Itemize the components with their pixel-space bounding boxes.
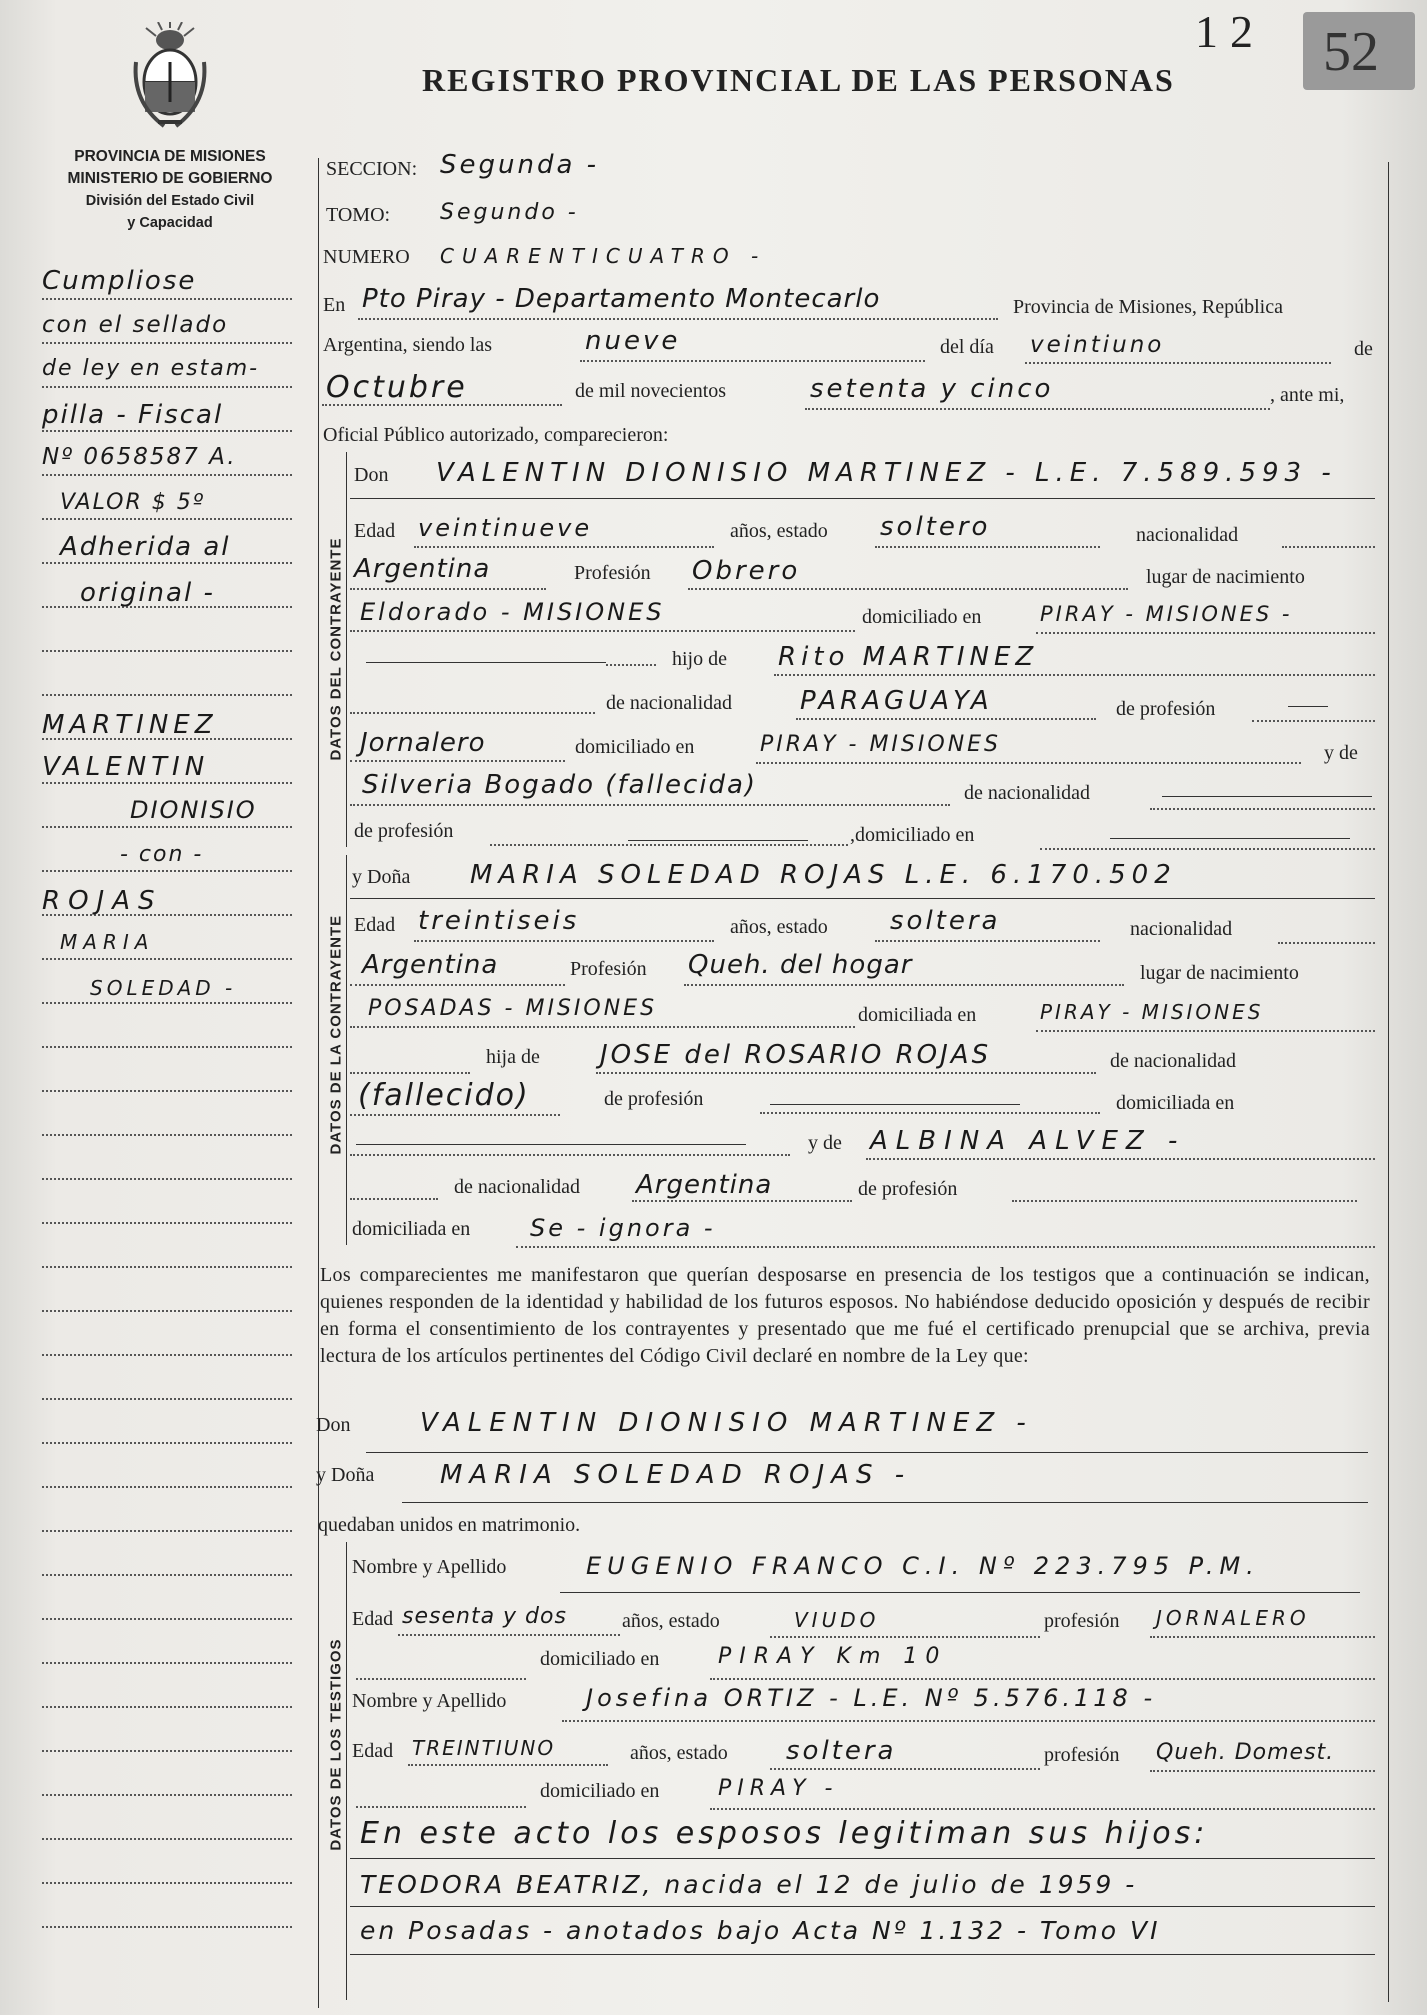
estado-value: soltera — [890, 906, 1001, 936]
estado-line — [875, 546, 1100, 548]
t1-nombre-line — [560, 1592, 1360, 1593]
madre-line — [866, 1158, 1375, 1160]
margin-rule — [42, 1134, 292, 1136]
padre-dom-value: PIRAY - MISIONES — [760, 732, 1002, 757]
contrayente-name: MARIA SOLEDAD ROJAS L.E. 6.170.502 — [470, 860, 1177, 890]
nacimiento-value: Eldorado - MISIONES — [360, 598, 665, 626]
blank-line — [350, 712, 595, 714]
profesion-label: Profesión — [574, 562, 651, 584]
t1-edad-label: Edad — [352, 1608, 394, 1630]
contrayente-section-border — [346, 452, 347, 847]
contrayente-name: VALENTIN DIONISIO MARTINEZ - L.E. 7.589.593 - — [436, 458, 1337, 488]
margin-rule — [42, 430, 292, 432]
blank-line — [366, 662, 606, 663]
t2-edad-label: Edad — [352, 1740, 394, 1762]
coat-of-arms-seal — [128, 22, 212, 132]
margin-rule — [42, 782, 292, 784]
form-left-border — [318, 158, 319, 2008]
margin-name-line: ROJAS — [42, 886, 163, 916]
en-label: En — [323, 294, 346, 316]
margin-name-line: DIONISIO — [130, 796, 257, 824]
anio-line — [805, 408, 1270, 410]
blank-line — [350, 1072, 470, 1074]
nacimiento-line — [350, 630, 855, 632]
padre-nac-line — [796, 718, 1096, 720]
margin-rule — [42, 1662, 292, 1664]
padre-estado-line — [350, 1114, 560, 1116]
t1-nombre-value: EUGENIO FRANCO C.I. Nº 223.795 P.M. — [586, 1552, 1260, 1580]
lugar-nac-text: lugar de nacimiento — [1146, 566, 1305, 588]
t1-edad-line — [398, 1634, 620, 1636]
t1-domicilio-line — [710, 1678, 1375, 1680]
margin-name-line: MARIA — [60, 930, 155, 954]
margin-rule — [42, 1046, 292, 1048]
margin-rule — [42, 958, 292, 960]
margin-rule — [42, 1222, 292, 1224]
contrayente-name-line — [350, 898, 1375, 899]
t1-nombre-label: Nombre y Apellido — [352, 1556, 507, 1578]
t2-edad-line — [408, 1764, 608, 1766]
margin-rule — [42, 386, 292, 388]
decl-dona-value: MARIA SOLEDAD ROJAS - — [440, 1460, 912, 1490]
testigos-note-line: En este acto los esposos legitiman sus hijos: — [360, 1816, 1209, 1851]
decl-dona-label: y Doña — [316, 1464, 375, 1486]
blank-line — [1150, 808, 1375, 810]
edad-label: Edad — [354, 520, 396, 542]
domicilio-text: domiciliado en — [862, 606, 982, 628]
margin-note-line: Cumpliose — [42, 266, 197, 296]
blank-line — [1040, 848, 1375, 850]
blank-line — [770, 1104, 1020, 1105]
madre-prof-text: de profesión — [858, 1178, 958, 1200]
domicilio-line — [1036, 1030, 1375, 1032]
contrayente-side-label: DATOS DE LA CONTRAYENTE — [327, 914, 345, 1155]
t2-estado-text: años, estado — [630, 1742, 728, 1764]
margin-rule — [42, 298, 292, 300]
madre-dom-text: domiciliada en — [352, 1218, 471, 1240]
blank-line — [1012, 1200, 1357, 1202]
seccion-label: SECCION: — [326, 158, 418, 180]
contrayente-section-border — [346, 855, 347, 1245]
testigos-section-border — [346, 1542, 347, 2000]
page-number-stamp — [1303, 12, 1415, 90]
margin-rule — [42, 1750, 292, 1752]
t2-profesion-line — [1150, 1770, 1375, 1772]
margin-note-line: Adherida al — [60, 532, 231, 562]
blank-line — [350, 1154, 790, 1156]
margin-rule — [42, 1266, 292, 1268]
madre-dom-value: Se - ignora - — [530, 1214, 716, 1242]
note-line — [350, 1906, 1375, 1907]
lugar-value: Pto Piray - Departamento Montecarlo — [362, 284, 881, 314]
tomo-value: Segundo - — [440, 200, 579, 225]
testigos-note-line: en Posadas - anotados bajo Acta Nº 1.132 - Tomo VI — [360, 1916, 1161, 1945]
madre-dom-line — [516, 1246, 1375, 1248]
hijo-text: hijo de — [672, 648, 727, 670]
t1-estado-value: VIUDO — [794, 1608, 880, 1632]
del-dia-text: del día — [940, 336, 994, 358]
blank-line — [1110, 838, 1350, 839]
margin-rule — [42, 1486, 292, 1488]
domicilio-text: domiciliada en — [858, 1004, 977, 1026]
yde-text: y de — [1324, 742, 1358, 764]
blank-line — [490, 844, 848, 846]
profesion-line — [688, 588, 1128, 590]
mes-line — [322, 404, 562, 406]
office-ministry: MINISTERIO DE GOBIERNO — [67, 170, 273, 187]
madre-dom-text: ,domiciliado en — [850, 824, 975, 846]
padre-prof-line — [350, 760, 565, 762]
nacionalidad-text: nacionalidad — [1130, 918, 1233, 940]
profesion-value: Obrero — [692, 556, 801, 586]
padre-nac-text: de nacionalidad — [1110, 1050, 1237, 1072]
declaration-text: Los comparecientes me manifestaron que querían desposarse en presencia de los testigos que a continuación se indican, quienes responden de la identidad y habilidad de los futuros esposos. No habiéndose deducido oposición y después de recibir en forma el consentimiento de los contrayentes y presentado que me fué el certificado prenupcial que se archiva, previa lectura de los artículos pertinentes del Código Civil declaré en nombre de la Ley que: — [320, 1264, 1370, 1367]
hora-line — [580, 360, 925, 362]
t1-profesion-text: profesión — [1044, 1610, 1120, 1632]
domicilio-line — [1036, 632, 1375, 634]
margin-rule — [42, 826, 292, 828]
office-division: División del Estado Civil — [85, 193, 255, 209]
margin-rule — [42, 1354, 292, 1356]
madre-nac-text: de nacionalidad — [964, 782, 1091, 804]
t2-estado-line — [770, 1768, 1040, 1770]
t2-domicilio-line — [710, 1808, 1375, 1810]
t1-profesion-line — [1150, 1636, 1375, 1638]
decl-dona-line — [402, 1502, 1368, 1503]
lugar-nac-text: lugar de nacimiento — [1140, 962, 1299, 984]
padre-nac-text: de nacionalidad — [606, 692, 733, 714]
blank-line — [1162, 796, 1372, 797]
nacimiento-value: POSADAS - MISIONES — [368, 996, 658, 1021]
margin-rule — [42, 1618, 292, 1620]
margin-rule — [42, 650, 292, 652]
margin-rule — [42, 1310, 292, 1312]
argentina-text: Argentina, siendo las — [323, 334, 493, 356]
decl-don-line — [366, 1452, 1368, 1453]
blank-line — [356, 1144, 746, 1145]
padre-dom-text: domiciliada en — [1116, 1092, 1235, 1114]
padre-dom-line — [756, 762, 1301, 764]
margin-name-line: VALENTIN — [42, 752, 210, 782]
lugar-line — [358, 318, 998, 320]
profesion-line — [684, 984, 1124, 986]
nacionalidad-text: nacionalidad — [1136, 524, 1239, 546]
margin-rule — [42, 474, 292, 476]
margin-note-line: VALOR $ 5º — [60, 490, 206, 515]
nacimiento-line — [350, 1026, 855, 1028]
seccion-value: Segunda - — [440, 150, 600, 180]
t1-estado-line — [770, 1636, 1040, 1638]
note-line — [350, 1954, 1375, 1955]
margin-rule — [42, 1794, 292, 1796]
padre-value: JOSE del ROSARIO ROJAS — [600, 1040, 992, 1070]
padre-estado-value: (fallecido) — [358, 1078, 530, 1113]
madre-nac-text: de nacionalidad — [454, 1176, 581, 1198]
blank-line — [628, 840, 808, 841]
margin-note-line: con el sellado — [42, 312, 229, 338]
nacionalidad-value: Argentina — [362, 950, 499, 980]
t1-edad-value: sesenta y dos — [402, 1604, 567, 1629]
edad-value: treintiseis — [418, 906, 580, 936]
padre-prof-value: Jornalero — [360, 728, 486, 758]
numero-label: NUMERO — [323, 246, 410, 268]
margin-rule — [42, 1398, 292, 1400]
dia-line — [1025, 362, 1331, 364]
edad-label: Edad — [354, 914, 396, 936]
padre-value: Rito MARTINEZ — [778, 642, 1039, 672]
t2-nombre-line — [562, 1720, 1375, 1722]
margin-rule — [42, 1706, 292, 1708]
edad-line — [414, 940, 714, 942]
nacionalidad-line — [1282, 546, 1375, 548]
margin-rule — [42, 1882, 292, 1884]
t2-edad-value: TREINTIUNO — [412, 1736, 556, 1760]
dia-value: veintiuno — [1030, 332, 1165, 358]
don-label: Don — [354, 464, 389, 486]
padre-line — [774, 674, 1375, 676]
margin-name-line: MARTINEZ — [42, 710, 218, 740]
stamp-number: 52 — [1323, 21, 1379, 83]
domicilio-value: PIRAY - MISIONES — [1040, 1000, 1264, 1024]
edad-line — [414, 546, 714, 548]
madre-value: ALBINA ALVEZ - — [870, 1126, 1186, 1156]
mil-text: de mil novecientos — [575, 380, 727, 402]
t2-profesion-value: Queh. Domest. — [1156, 1740, 1335, 1765]
t2-profesion-text: profesión — [1044, 1744, 1120, 1766]
estado-line — [875, 940, 1100, 942]
ante-text: , ante mi, — [1270, 384, 1345, 406]
estado-value: soltero — [880, 512, 991, 542]
margin-name-line: SOLEDAD - — [90, 976, 237, 1000]
contrayente-side-label: DATOS DEL CONTRAYENTE — [327, 537, 345, 761]
t2-domicilio-value: PIRAY - — [718, 1776, 839, 1801]
office-header — [40, 146, 300, 234]
padre-nac-value: PARAGUAYA — [800, 686, 993, 716]
page-number: 12 — [1195, 6, 1265, 57]
margin-rule — [42, 562, 292, 564]
blank-line — [356, 1806, 526, 1808]
margin-rule — [42, 1090, 292, 1092]
office-capacity: y Capacidad — [127, 215, 213, 231]
blank-line — [760, 1112, 1100, 1114]
blank-line — [350, 1198, 438, 1200]
profesion-label: Profesión — [570, 958, 647, 980]
hora-value: nueve — [585, 326, 681, 356]
margin-rule — [42, 1530, 292, 1532]
madre-nac-line — [632, 1200, 852, 1202]
note-line — [350, 1858, 1375, 1859]
margin-note-line: Nº 0658587 A. — [42, 444, 237, 470]
nacionalidad-value-line — [350, 984, 565, 986]
t1-estado-text: años, estado — [622, 1610, 720, 1632]
margin-rule — [42, 1002, 292, 1004]
provincia-text: Provincia de Misiones, República — [1013, 296, 1283, 318]
form-right-border — [1388, 162, 1389, 2002]
blank-line — [1288, 706, 1328, 707]
contrayente-name-line — [350, 498, 1375, 499]
madre-prof-text: de profesión — [354, 820, 454, 842]
unidos-text: quedaban unidos en matrimonio. — [318, 1514, 581, 1536]
anio-value: setenta y cinco — [810, 374, 1054, 404]
blank-line — [356, 1678, 526, 1680]
mes-value: Octubre — [326, 370, 468, 405]
madre-line — [350, 804, 950, 806]
hija-text: hija de — [486, 1046, 540, 1068]
estado-text: años, estado — [730, 916, 828, 938]
padre-prof-text: de profesión — [604, 1088, 704, 1110]
office-province: PROVINCIA DE MISIONES — [74, 148, 266, 165]
yde-text: y de — [808, 1132, 842, 1154]
margin-note-line: de ley en estam- — [42, 356, 260, 381]
numero-value: CUARENTICUATRO - — [440, 244, 767, 268]
t2-domicilio-text: domiciliado en — [540, 1780, 660, 1802]
padre-prof-text: de profesión — [1116, 698, 1216, 720]
domicilio-value: PIRAY - MISIONES - — [1040, 602, 1293, 626]
nacionalidad-line — [1278, 942, 1375, 944]
testigos-side-label: DATOS DE LOS TESTIGOS — [327, 1638, 345, 1851]
t1-domicilio-text: domiciliado en — [540, 1648, 660, 1670]
margin-note-line: original - — [80, 578, 215, 608]
decl-don-value: VALENTIN DIONISIO MARTINEZ - — [420, 1408, 1033, 1438]
margin-rule — [42, 1178, 292, 1180]
t1-profesion-value: JORNALERO — [1156, 1606, 1310, 1630]
nacionalidad-value: Argentina — [354, 554, 491, 584]
estado-text: años, estado — [730, 520, 828, 542]
nacionalidad-value-line — [350, 588, 546, 590]
madre-nac-value: Argentina — [636, 1170, 773, 1200]
oficial-text: Oficial Público autorizado, comparecieron: — [323, 424, 669, 446]
dona-label: y Doña — [352, 866, 411, 888]
margin-rule — [42, 1838, 292, 1840]
blank-line — [1252, 720, 1375, 722]
tomo-label: TOMO: — [326, 204, 391, 226]
de-text: de — [1354, 338, 1373, 360]
decl-don-label: Don — [316, 1414, 351, 1436]
margin-rule — [42, 694, 292, 696]
margin-rule — [42, 1926, 292, 1928]
profesion-value: Queh. del hogar — [688, 950, 913, 980]
testigos-note-line: TEODORA BEATRIZ, nacida el 12 de julio de 1959 - — [360, 1870, 1138, 1899]
margin-rule — [42, 342, 292, 344]
padre-dom-text: domiciliado en — [575, 736, 695, 758]
margin-rule — [42, 1442, 292, 1444]
blank-line — [606, 664, 656, 666]
edad-value: veintinueve — [418, 514, 593, 542]
document-title: REGISTRO PROVINCIAL DE LAS PERSONAS — [422, 62, 1175, 98]
margin-name-line: - con - — [120, 842, 204, 867]
margin-rule — [42, 870, 292, 872]
t1-domicilio-value: PIRAY Km 10 — [718, 1644, 948, 1669]
margin-rule — [42, 518, 292, 520]
madre-value: Silveria Bogado (fallecida) — [362, 770, 758, 800]
margin-note-line: pilla - Fiscal — [42, 400, 224, 430]
t2-estado-value: soltera — [786, 1736, 897, 1766]
margin-rule — [42, 1574, 292, 1576]
t2-nombre-value: Josefina ORTIZ - L.E. Nº 5.576.118 - — [586, 1684, 1157, 1712]
padre-line — [596, 1072, 1096, 1074]
t2-nombre-label: Nombre y Apellido — [352, 1690, 507, 1712]
